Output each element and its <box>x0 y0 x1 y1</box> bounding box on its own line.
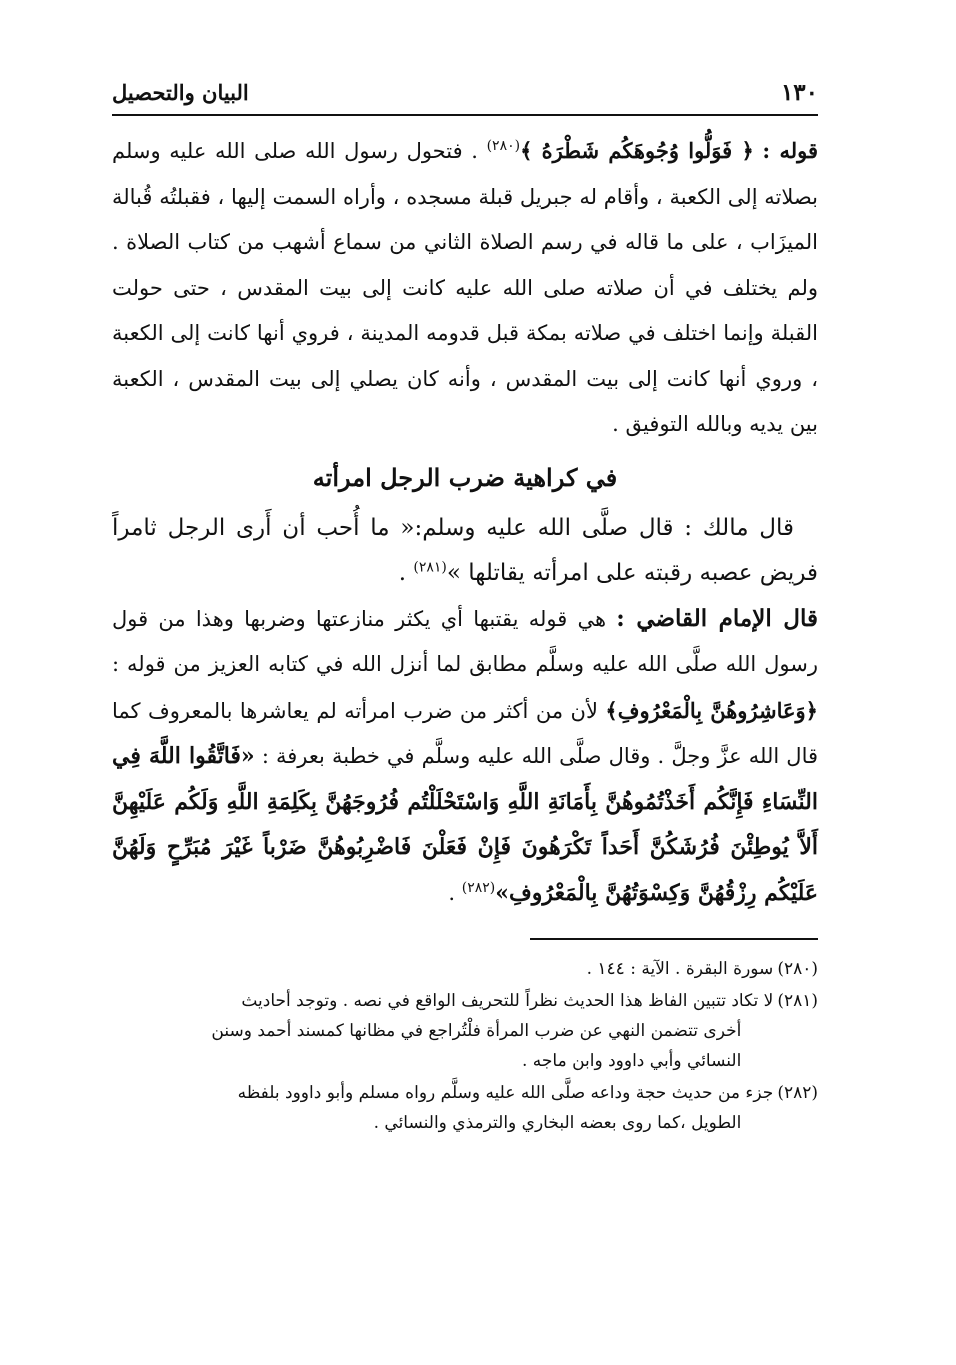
footnote-line: الطويل ،كما روى بعضه البخاري والترمذي والنسائي . <box>373 1113 742 1133</box>
footnote-text: سورة البقرة . الآية : ١٤٤ . <box>586 959 774 979</box>
hadith-quote: «فَاتَّقُوا اللَّهَ فِي النِّسَاءِ فَإِنَّكُم أَخَذْتُمُوهُنَّ بِأَمَانَةِ اللَّهِ وَاسْتَحْلَلْتُم فُرُوجَهُنَّ بِكَلِمَةِ اللَّهِ وَلَكُم عَلَيْهِنَّ أَلاَّ يُوطِئْنَ فُرُشَكُنَّ أَحَداً تَكْرَهُونَ فَإِنْ فَعَلْنَ فَاضْرِبُوهُنَّ ضَرْباً غَيْرَ مُبَرِّحٍ وَلَهُنَّ عَلَيْكُم رِزْقُهُنَّ وَكِسْوَتُهُنَّ بِالْمَعْرُوفِ» <box>112 743 818 906</box>
footnote-divider <box>530 938 818 940</box>
qadi-lead: قال الإمام القاضي : <box>616 604 819 632</box>
footnote-number: (٢٨١) <box>777 991 818 1011</box>
running-header <box>112 70 818 116</box>
paragraph-malik <box>112 506 818 596</box>
malik-end: . <box>398 559 407 586</box>
footnote-line: لا تكاد تتبين الفاظ هذا الحديث نظراً للتحريف الواقع في نصه . وتوجد أحاديث <box>241 991 774 1011</box>
page-number: ١٣٠ <box>780 78 818 106</box>
footnote-number: (٢٨٢) <box>777 1083 818 1103</box>
footnote-ref-282[interactable]: (٢٨٢) <box>461 879 496 896</box>
footnote-line: جزء من حديث حجة وداعه صلَّى الله عليه وسلَّم رواه مسلم وأبو داوود بلفظه <box>237 1083 774 1103</box>
footnote-280 <box>112 954 818 984</box>
book-title: البيان والتحصيل <box>112 79 249 105</box>
qadi-end: . <box>448 880 456 905</box>
footnote-text <box>112 986 773 1076</box>
quran-verse-2: ﴿وَعَاشِرُوهُنَّ بِالْمَعْرُوفِ﴾ <box>605 697 818 723</box>
footnote-281 <box>112 986 818 1076</box>
qadi-text-2: لأن من أكثر من ضرب امرأته لم يعاشرها بالمعروف كما قال الله عزَّ وجلَّ . وقال صلَّى الله عليه وسلَّم في خطبة بعرفة : <box>112 698 819 768</box>
footnote-282 <box>112 1078 818 1138</box>
footnote-ref-281[interactable]: (٢٨١) <box>413 558 447 575</box>
malik-text: قال مالك : قال صلَّى الله عليه وسلم:« ما أُحب أن أَرى الرجل ثامراً فريض عصبه رقبته على امرأته يقاتلها » <box>112 514 818 586</box>
paragraph-lead: قوله : <box>762 138 818 163</box>
footnote-number: (٢٨٠) <box>777 959 818 979</box>
paragraph-qibla <box>112 128 818 448</box>
paragraph-qadi <box>112 596 818 917</box>
section-heading: في كراهية ضرب الرجل امرأته <box>312 462 618 492</box>
qadi-text-1: هي قوله يقتبها أي يكثر منازعتها وضربها وهذا من قول رسول الله صلَّى الله عليه وسلَّم مطابق لما أنزل الله في كتابه العزيز من قوله : <box>112 606 818 676</box>
quran-verse: ﴿ فَوَلُّوا وُجُوهَكُم شَطْرَهُ ﴾ <box>520 138 754 163</box>
footnote-text <box>112 1078 773 1138</box>
footnote-ref-280[interactable]: (٢٨٠) <box>486 138 521 154</box>
paragraph-text: . فتحول رسول الله صلى الله عليه وسلم بصلاته إلى الكعبة ، وأقام له جبريل قبلة مسجده ، وأراه السمت إليها ، فقبلتُه قُبالة الميزَاب ، على ما قاله في رسم الصلاة الثاني من سماع أشهب من كتاب الصلاة . ولم يختلف في أن صلاته صلى الله عليه كانت إلى بيت المقدس ، حتى حولت القبلة وإنما اختلف في صلاته بمكة قبل قدومه المدينة ، فروي أنها كانت إلى الكعبة ، وروي أنها كانت إلى بيت المقدس ، وأنه كان يصلي إلى بيت المقدس ، الكعبة بين يديه وبالله التوفيق . <box>112 139 818 436</box>
book-page <box>112 70 818 1340</box>
footnote-line: أخرى تتضمن النهي عن ضرب المرأة فلْتُراجع في مظانها كمسند أحمد وسنن <box>211 1021 742 1041</box>
main-text <box>112 128 818 916</box>
footnote-line: النسائي وأبي داوود وابن ماجه . <box>521 1051 742 1071</box>
footnotes <box>112 954 818 1138</box>
